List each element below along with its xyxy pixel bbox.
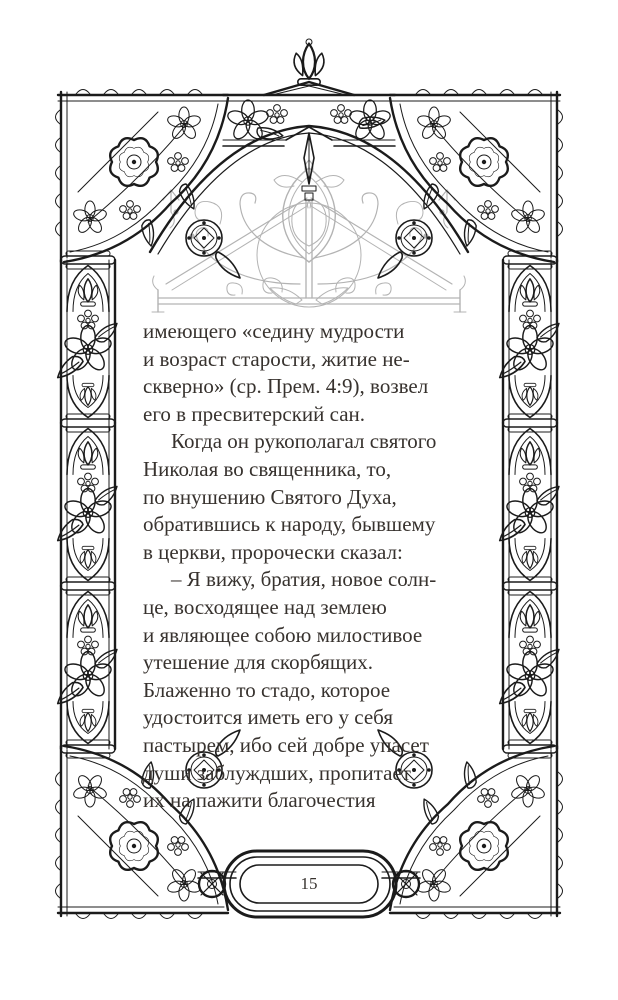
top-border-band	[223, 39, 395, 146]
fleur-de-lis-finial	[294, 39, 324, 85]
paragraph-3: – Я вижу, братия, новое солн- це, восходящее над землею и являющее собою милостивое утешение для скорбящих. Блаженно то стадо, которое удостоится иметь его у себя пастырем, ибо сей добре упасет души заблуждших, пропитает их на пажити благочестия	[143, 567, 437, 813]
page-number: 15	[300, 874, 318, 893]
body-text	[143, 318, 473, 815]
right-border-pillar	[499, 251, 559, 758]
paragraph-1: имеющего «седину мудрости и возраст старости, житие не- скверно» (ср. Прем. 4:9), возвел его в пресвитерский сан.	[143, 319, 429, 426]
paragraph-2: Когда он рукополагал святого Николая во священника, то, по внушению Святого Духа, обратившись к народу, бывшему в церкви, пророчески сказал:	[143, 429, 437, 564]
left-border-pillar	[57, 251, 117, 758]
